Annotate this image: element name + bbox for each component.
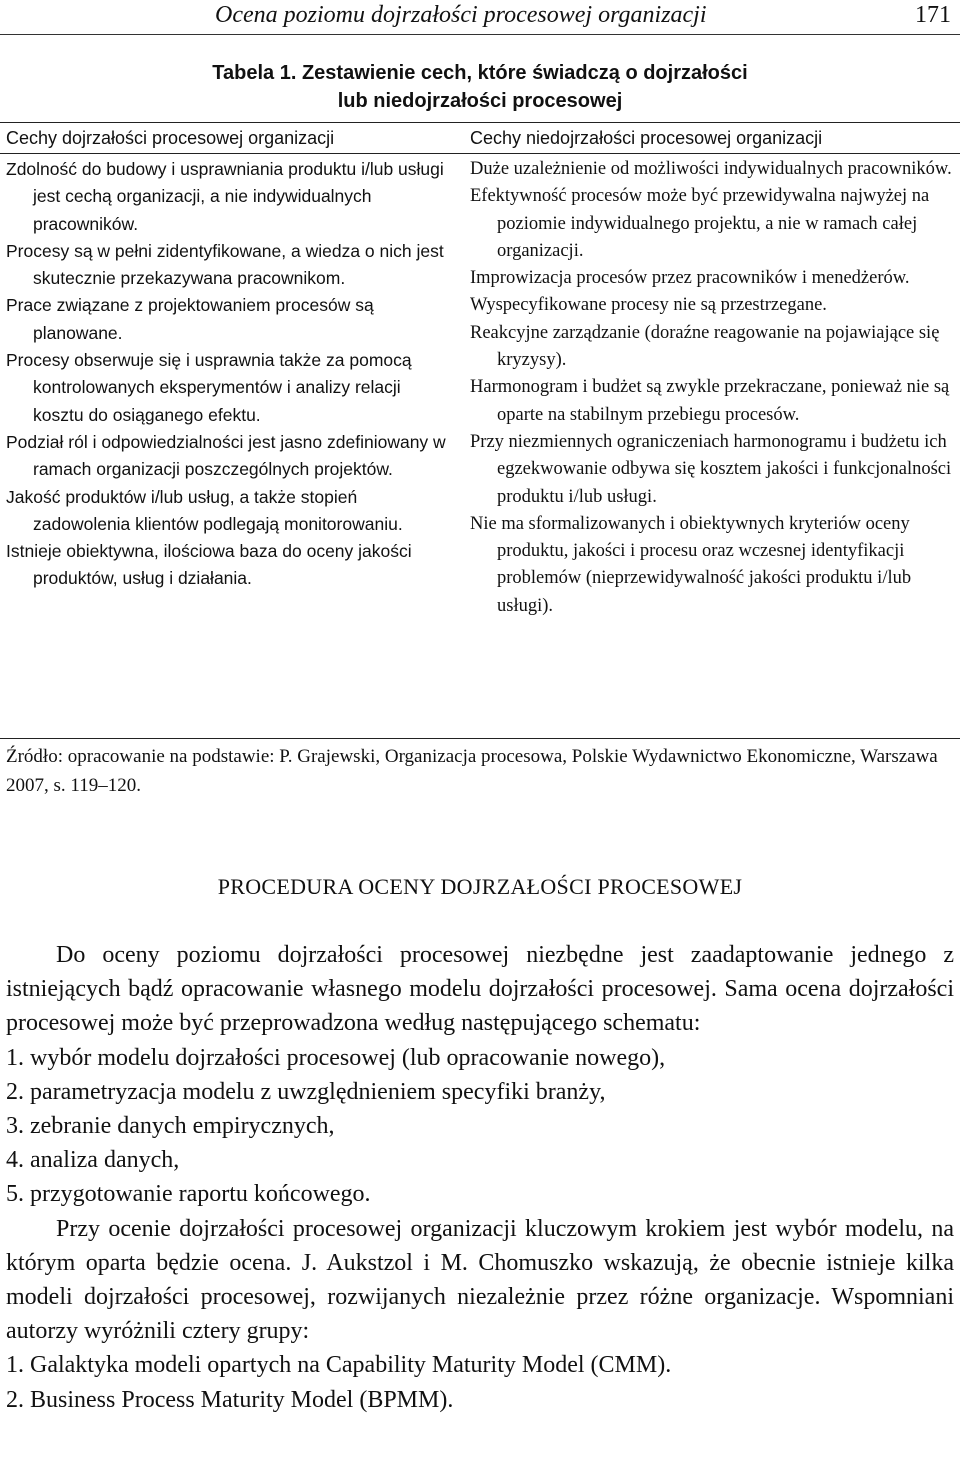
list-item: 1. wybór modelu dojrzałości procesowej (lub opracowanie nowego), [6, 1044, 666, 1071]
table-header-immature: Cechy niedojrzałości procesowej organizacji [470, 128, 823, 148]
paragraph: Przy ocenie dojrzałości procesowej organizacji kluczowym krokiem jest wybór modelu, na którym oparta będzie ocena. J. Aukstzol i M. Chomuszko wskazują, że obecnie istnieje kilka modeli dojrzałości procesowej, rozwijanych niezależnie przez różne organizacje. Wspomniani autorzy wyróżnili cztery grupy: [6, 1215, 954, 1345]
list-item: 3. zebranie danych empirycznych, [6, 1113, 335, 1140]
list-item: Przy niezmiennych ograniczeniach harmonogramu i budżetu ich egzekwowanie odbywa się kosztem jakości i funkcjonalności produktu i/lub usługi. [470, 431, 952, 507]
header-rule [0, 34, 960, 35]
list-item: Podział ról i odpowiedzialności jest jasno zdefiniowany w ramach organizacji poszczególnych projektów. [6, 431, 446, 480]
running-header [0, 0, 960, 34]
running-title: Ocena poziomu dojrzałości procesowej organizacji [215, 2, 707, 28]
list-item: Efektywność procesów może być przewidywalna najwyżej na poziomie indywidualnego projektu, a nie w ramach całej organizacji. [470, 186, 930, 261]
list-item: Procesy obserwuje się i usprawnia także za pomocą kontrolowanych eksperymentów i analizy relacji kosztu do osiąganego efektu. [6, 350, 412, 425]
page-number: 171 [915, 2, 951, 28]
table-caption-line1: Tabela 1. Zestawienie cech, które świadczą o dojrzałości [212, 62, 748, 84]
table-caption-line2: lub niedojrzałości procesowej [337, 90, 623, 112]
table-header-mature: Cechy dojrzałości procesowej organizacji [6, 128, 335, 148]
mature-traits-column [6, 156, 456, 593]
table-top-rule [0, 122, 960, 123]
list-item: 5. przygotowanie raportu końcowego. [6, 1181, 371, 1208]
paragraph: Do oceny poziomu dojrzałości procesowej niezbędne jest zaadaptowanie jednego z istniejących bądź opracowanie własnego modelu dojrzałości procesowej. Sama ocena dojrzałości procesowej może być przeprowadzona według następującego schematu: [6, 942, 954, 1037]
body-text [6, 938, 954, 1417]
list-item: 2. Business Process Maturity Model (BPMM). [6, 1386, 454, 1413]
table-bottom-rule [0, 738, 960, 739]
immature-traits-column [470, 156, 960, 620]
list-item: 1. Galaktyka modeli opartych na Capability Maturity Model (CMM). [6, 1352, 672, 1379]
list-item: Zdolność do budowy i usprawniania produktu i/lub usługi jest cechą organizacji, a nie indywidualnych pracowników. [6, 159, 444, 234]
list-item: Istnieje obiektywna, ilościowa baza do oceny jakości produktów, usług i działania. [6, 541, 412, 589]
list-item: 4. analiza danych, [6, 1147, 180, 1174]
list-item: Procesy są w pełni zidentyfikowane, a wiedza o nich jest skutecznie przekazywana pracownikom. [6, 240, 444, 289]
list-item: Prace związane z projektowaniem procesów są planowane. [6, 295, 374, 343]
list-item: 2. parametryzacja modelu z uwzględnieniem specyfiki branży, [6, 1078, 606, 1105]
table-source: Źródło: opracowanie na podstawie: P. Grajewski, Organizacja procesowa, Polskie Wydawnictwo Ekonomiczne, Warszawa 2007, s. 119–120. [6, 746, 938, 796]
list-item: Harmonogram i budżet są zwykle przekraczane, ponieważ nie są oparte na stabilnym przebiegu procesów. [470, 377, 950, 425]
list-item: Duże uzależnienie od możliwości indywidualnych pracowników. [470, 159, 952, 179]
list-item: Jakość produktów i/lub usług, a także stopień zadowolenia klientów podlegają monitorowaniu. [6, 486, 403, 534]
section-heading: PROCEDURA OCENY DOJRZAŁOŚCI PROCESOWEJ [217, 874, 743, 899]
list-item: Wyspecyfikowane procesy nie są przestrzegane. [470, 295, 827, 316]
table-header-rule [0, 153, 960, 154]
list-item: Nie ma sformalizowanych i obiektywnych kryteriów oceny produktu, jakości i procesu oraz wczesnej identyfikacji problemów (nieprzewidywalność jakości produktu i/lub usługi). [470, 513, 912, 616]
list-item: Improwizacja procesów przez pracowników i menedżerów. [470, 268, 910, 289]
list-item: Reakcyjne zarządzanie (doraźne reagowanie na pojawiające się kryzysy). [470, 322, 940, 371]
